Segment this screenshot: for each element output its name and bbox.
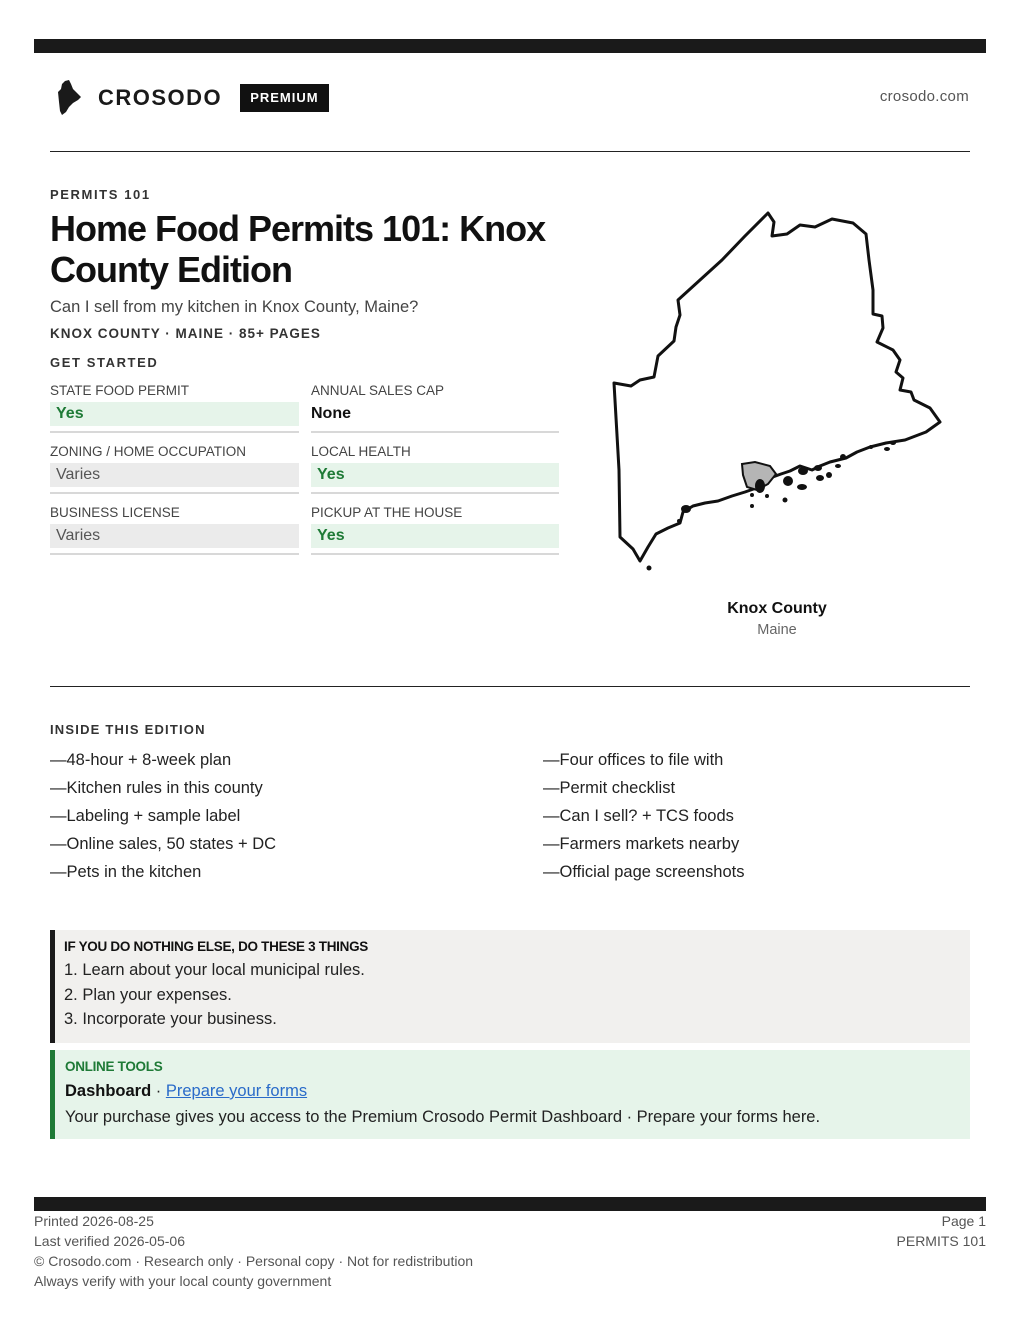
island (840, 454, 846, 460)
map-county-label: Knox County (727, 600, 827, 617)
brand[interactable] (56, 80, 329, 116)
fact-label: ZONING / HOME OCCUPATION (50, 444, 247, 459)
step-item: 3. Incorporate your business. (64, 1010, 277, 1028)
header-divider (50, 151, 970, 152)
toc-item: —Can I sell? + TCS foods (543, 807, 734, 825)
premium-badge: PREMIUM (240, 84, 328, 112)
footer-section: PERMITS 101 (896, 1233, 986, 1249)
island (750, 504, 754, 508)
maine-county-map (600, 205, 950, 585)
fact-divider (311, 553, 559, 555)
fact-label: PICKUP AT THE HOUSE (311, 505, 463, 520)
island (869, 445, 873, 449)
page-title: Home Food Permits 101: Knox County Edition (50, 208, 546, 290)
site-url[interactable]: crosodo.com (879, 88, 969, 105)
island (816, 475, 824, 481)
bottom-bar (34, 1197, 986, 1211)
island (797, 484, 807, 490)
three-things-callout (50, 930, 970, 1043)
fact-value: Yes (311, 524, 559, 548)
section-kicker: PERMITS 101 (50, 187, 151, 202)
toc-left-list (50, 750, 276, 890)
toc-item: —Online sales, 50 states + DC (50, 835, 277, 853)
island-group (647, 441, 897, 571)
fact-state-food-permit (50, 382, 299, 443)
fact-divider (50, 553, 299, 555)
toc-item: —Four offices to file with (543, 751, 724, 769)
copyright: © Crosodo.com · Research only · Personal copy · Not for redistribution (34, 1253, 474, 1269)
callout-title: IF YOU DO NOTHING ELSE, DO THESE 3 THINGS (64, 939, 368, 954)
page-number: Page 1 (941, 1213, 986, 1229)
fact-label: LOCAL HEALTH (311, 444, 411, 459)
fact-value: Yes (311, 463, 559, 487)
fact-label: BUSINESS LICENSE (50, 505, 180, 520)
fact-value: Varies (50, 463, 299, 487)
page-subtitle: Can I sell from my kitchen in Knox County, Maine? (50, 298, 419, 316)
toc-item: —Labeling + sample label (50, 807, 241, 825)
prepare-forms-link[interactable]: Prepare your forms (165, 1082, 308, 1100)
maine-silhouette-icon (56, 80, 82, 116)
island (783, 476, 793, 486)
toc-item: —Kitchen rules in this county (50, 779, 263, 797)
toc-item: —Farmers markets nearby (543, 835, 740, 853)
fact-business-license (50, 504, 299, 565)
maine-outline (614, 213, 940, 561)
fact-divider (311, 492, 559, 494)
verified-date: Last verified 2026-05-06 (34, 1233, 185, 1249)
dashboard-label: Dashboard (65, 1082, 152, 1100)
get-started-heading: GET STARTED (50, 355, 159, 370)
fact-value: None (311, 405, 351, 422)
footer-right (897, 1211, 986, 1251)
separator: · (151, 1082, 166, 1100)
island (835, 464, 841, 468)
toc-item: —48-hour + 8-week plan (50, 751, 232, 769)
top-bar (34, 39, 986, 53)
printed-date: Printed 2026-08-25 (34, 1213, 154, 1229)
fact-divider (50, 492, 299, 494)
island (826, 472, 832, 478)
island (750, 493, 754, 497)
section-divider (50, 686, 970, 687)
island (647, 566, 652, 571)
toc-item: —Official page screenshots (543, 863, 745, 881)
island (681, 505, 691, 513)
toc-item: —Pets in the kitchen (50, 863, 202, 881)
island (814, 465, 822, 471)
island (677, 519, 681, 523)
fact-divider (50, 431, 299, 433)
footer-left (34, 1211, 473, 1291)
fact-label: STATE FOOD PERMIT (50, 383, 190, 398)
tools-links-line (65, 1078, 970, 1104)
brand-name: CROSODO (98, 85, 223, 110)
island (798, 467, 808, 475)
facts-grid (50, 382, 559, 565)
fact-annual-sales-cap (311, 382, 559, 443)
fact-pickup (311, 504, 559, 565)
fact-divider (311, 431, 559, 433)
fact-local-health (311, 443, 559, 504)
island (755, 479, 765, 493)
fact-label: ANNUAL SALES CAP (311, 383, 445, 398)
tools-description: Your purchase gives you access to the Premium Crosodo Permit Dashboard · Prepare your forms here. (65, 1108, 821, 1126)
fact-zoning (50, 443, 299, 504)
island (765, 494, 769, 498)
toc-right-list (543, 750, 744, 890)
online-tools-callout (50, 1050, 970, 1139)
callout-title: ONLINE TOOLS (65, 1059, 163, 1074)
fact-value: Varies (50, 524, 299, 548)
fact-value: Yes (50, 402, 299, 426)
island (783, 498, 788, 503)
island (890, 441, 896, 445)
toc-item: —Permit checklist (543, 779, 676, 797)
step-item: 2. Plan your expenses. (64, 985, 232, 1004)
map-state-label: Maine (757, 622, 797, 638)
step-item: 1. Learn about your local municipal rules. (64, 961, 365, 979)
island (884, 447, 890, 451)
inside-heading: INSIDE THIS EDITION (50, 722, 206, 737)
edition-meta: KNOX COUNTY · MAINE · 85+ PAGES (50, 326, 321, 341)
disclaimer: Always verify with your local county government (34, 1273, 332, 1289)
